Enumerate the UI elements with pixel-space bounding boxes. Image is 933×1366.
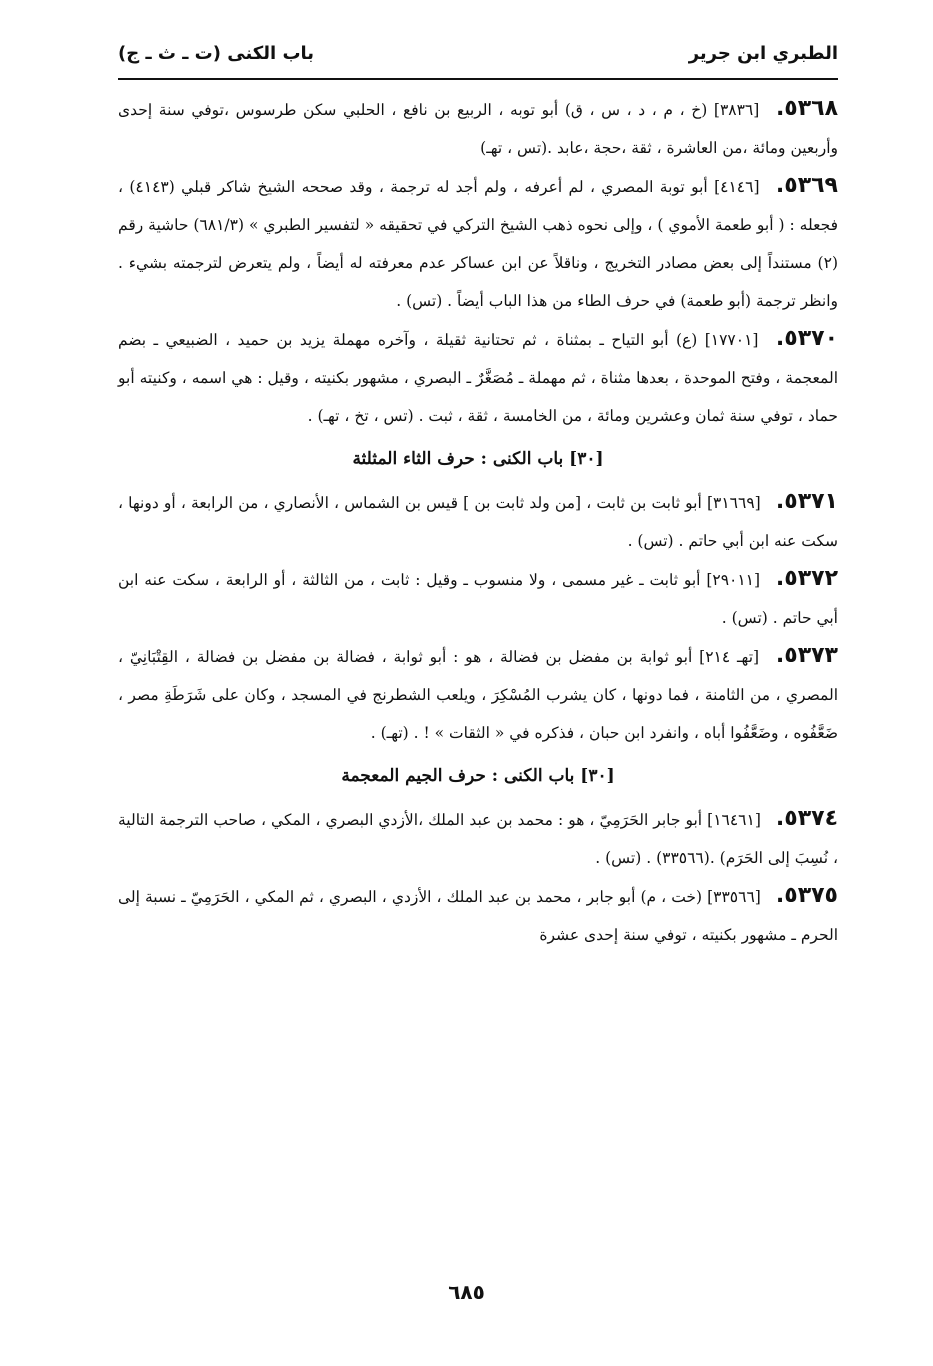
section-heading-jim: [٣٠] باب الكنى : حرف الجيم المعجمة [341,766,615,786]
entry-5368 [118,90,838,167]
book-page [118,28,838,954]
entry-number: ٥٣٧١. [775,489,838,514]
entry-text: [١٦٤٦١] أبو جابر الحَرَمِيّ ، هو : محمد بن عبد الملك ،الأزدي البصري ، المكي ، صاحب الترجمة التالية ، نُسِبَ إلى الحَرَم) .(٣٣٥٦٦) . (تس) . [118,811,838,867]
entry-text: [٣٨٣٦] (خ ، م ، د ، س ، ق) أبو توبه ، الربيع بن نافع ، الحلبي سكن طرسوس ،توفي سنة إحدى وأربعين ومائة ،من العاشرة ، ثقة ،حجة ،عابد .(تس ، تهـ) [118,101,838,157]
header-book-title: الطبري ابن جرير [688,42,838,64]
page-number: ٦٨٥ [448,1280,485,1304]
header-chapter-title: باب الكنى (ت ـ ث ـ ج) [118,42,315,64]
entry-number: ٥٣٧٠. [775,326,838,351]
entry-5369 [118,167,838,320]
entry-text: [٣٣٥٦٦] (خت ، م) أبو جابر ، محمد بن عبد الملك ، الأزدي ، البصري ، ثم المكي ، الحَرَمِيّ ـ نسبة إلى الحرم ـ مشهور بكنيته ، توفي سنة إحدى عشرة [118,888,838,944]
entry-number: ٥٣٧٥. [775,883,838,908]
entry-text: [٣١٦٦٩] أبو ثابت بن ثابت ، [من ولد ثابت بن ] قيس بن الشماس ، الأنصاري ، من الرابعة ، أو دونها ، سكت عنه ابن أبي حاتم . (تس) . [118,494,838,550]
entry-5371 [118,483,838,560]
entry-text: [تهـ ٢١٤] أبو ثوابة بن مفضل بن فضالة ، هو : أبو ثوابة ، فضالة بن مفضل بن فضالة ، القِتْبَانِيّ ، المصري ، من الثامنة ، فما دونها ، كان يشرب المُسْكِرَ ، ويلعب الشطرنج في المسجد ، وكان على شَرَطَةِ مصر ، ضَعَّفُوه ، وضَعَّفُوا أباه ، وانفرد ابن حبان ، فذكره في « الثقات » ! . (تهـ) . [118,648,838,742]
entry-5370 [118,320,838,435]
entry-5373 [118,637,838,752]
section-heading-tha: [٣٠] باب الكنى : حرف الثاء المثلثة [352,449,604,469]
entry-number: ٥٣٧٢. [775,566,838,591]
entry-text: [٤١٤٦] أبو توبة المصري ، لم أعرفه ، ولم أجد له ترجمة ، وقد صححه الشيخ شاكر قبلي (٤١٤٣) ، فجعله : ( أبو طعمة الأموي ) ، وإلى نحوه ذهب الشيخ التركي في تحقيقه « لتفسير الطبري » (٦٨١/٣) حاشية رقم (٢) مستنداً إلى بعض مصادر التخريج ، وناقلاً عن ابن عساكر عدم معرفته له أيضاً ، ولم يتعرض لترجمته بشيء . وانظر ترجمة (أبو طعمة) في حرف الطاء من هذا الباب أيضاً . (تس) . [118,178,839,310]
entry-5372 [118,560,838,637]
entry-number: ٥٣٧٣. [775,643,838,668]
entry-5375 [118,877,838,954]
entry-text: [١٧٧٠١] (ع) أبو التياح ـ بمثناة ، ثم تحتانية ثقيلة ، وآخره مهملة يزيد بن حميد ، الضبيعي ـ بضم المعجمة ، وفتح الموحدة ، بعدها مثناة ، ثم مهملة ـ مُصَغَّرٌ ـ البصري ، مشهور بكنيته ، وقيل : هي اسمه ، وكنيته أبو حماد ، توفي سنة ثمان وعشرين ومائة ، من الخامسة ، ثقة ، ثبت . (تس ، تخ ، تهـ) . [118,331,838,425]
page-body [118,90,838,954]
running-header [118,28,838,80]
entry-text: [٢٩٠١١] أبو ثابت ـ غير مسمى ، ولا منسوب ـ وقيل : ثابت ، من الثالثة ، أو الرابعة ، سكت عنه ابن أبي حاتم . (تس) . [118,571,838,627]
entry-5374 [118,800,838,877]
entry-number: ٥٣٧٤. [775,806,838,831]
entry-number: ٥٣٦٨. [775,96,839,121]
entry-number: ٥٣٦٩. [775,173,838,198]
